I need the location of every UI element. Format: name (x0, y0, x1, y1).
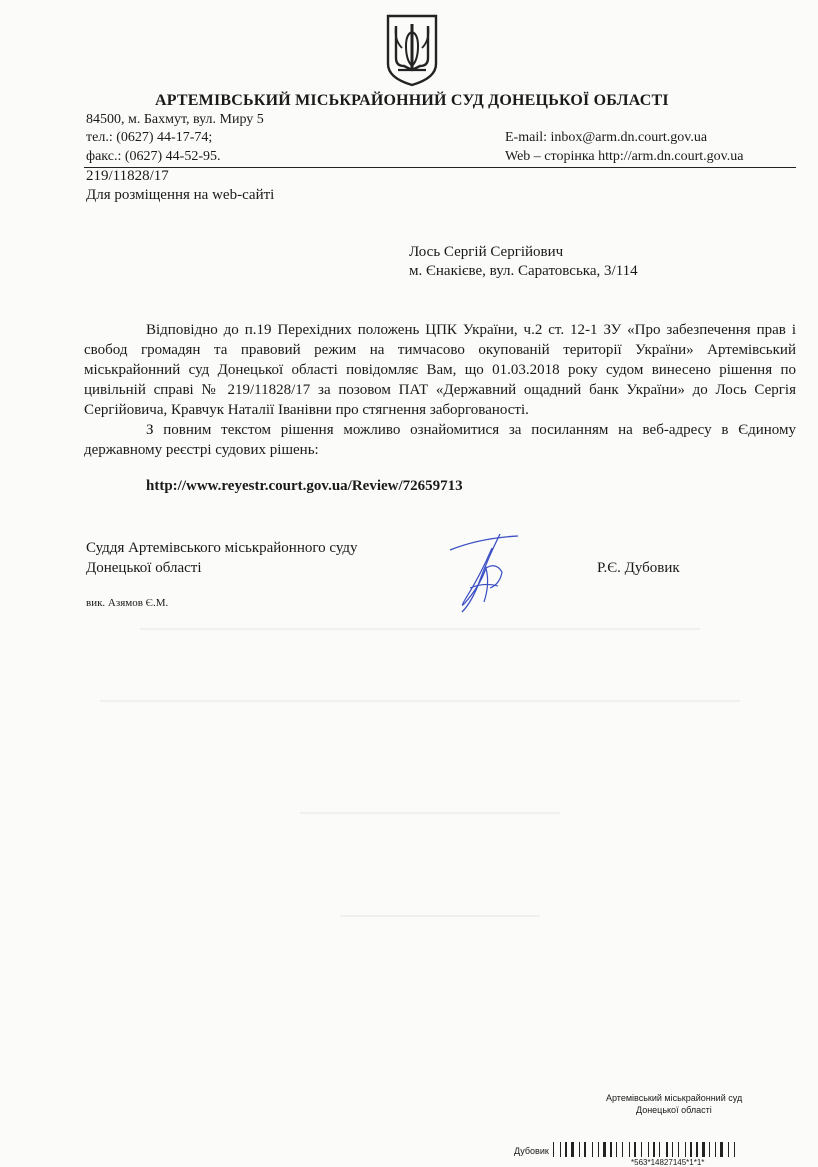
barcode-bar (571, 1142, 574, 1157)
barcode-bar (734, 1142, 735, 1157)
barcode-bar (629, 1142, 630, 1157)
purpose-note: Для розміщення на web-сайті (86, 187, 275, 203)
stamp-court-line1: Артемівський міськрайонний суд (606, 1093, 743, 1103)
judge-name: Р.Є. Дубовик (597, 560, 680, 576)
barcode-bar (584, 1142, 586, 1157)
barcode-bar (728, 1142, 729, 1157)
link-paragraph: З повним текстом рішення можливо ознайомитися за посиланням на веб-адресу в Єдиному державному реєстрі судових рішень: (84, 422, 796, 458)
court-fax: факс.: (0627) 44-52-95. (86, 149, 221, 164)
barcode-bar (622, 1142, 623, 1157)
judge-position-line1: Суддя Артемівського міськрайонного суду (86, 540, 358, 556)
barcode-bar (696, 1142, 698, 1157)
letter-body (84, 320, 796, 460)
addressee-name: Лось Сергій Сергійович (409, 244, 564, 260)
scan-artifact (340, 915, 540, 917)
barcode-bar (678, 1142, 679, 1157)
barcode-bar (648, 1142, 649, 1157)
court-name: АРТЕМІВСЬКИЙ МІСЬКРАЙОННИЙ СУД ДОНЕЦЬКОЇ ОБЛАСТІ (155, 92, 669, 109)
barcode-bar (553, 1142, 554, 1157)
barcode-bar (634, 1142, 636, 1157)
stamp-court-line2: Донецької області (636, 1105, 712, 1115)
addressee-address: м. Єнакієве, вул. Саратовська, 3/114 (409, 263, 638, 279)
barcode-bar (709, 1142, 710, 1157)
scan-artifact (140, 628, 700, 630)
barcode-bar (685, 1142, 686, 1157)
barcode-bar (565, 1142, 567, 1157)
barcode-bar (666, 1142, 668, 1157)
barcode-bar (653, 1142, 655, 1157)
barcode-text: *563*14827145*1*1* (631, 1158, 705, 1167)
notice-paragraph: Відповідно до п.19 Перехідних положень ЦПК України, ч.2 ст. 12-1 ЗУ «Про забезпечення прав і свобод громадян та правовий режим на тимчасово окупованій території України» Артемівський міськрайонний суд Донецької області повідомляє Вам, що 01.03.2018 року судом винесено рішення по цивільній справі № 219/11828/17 за позовом ПАТ «Державний ощадний банк України» до Лось Сергія Сергійовича, Кравчук Наталії Іванівни про стягнення заборгованості. (84, 322, 796, 418)
stamp-label: Дубовик (514, 1146, 549, 1156)
barcode-bar (598, 1142, 599, 1157)
coat-of-arms-icon (384, 12, 440, 88)
barcode-bar (672, 1142, 673, 1157)
judge-position-line2: Донецької області (86, 560, 202, 576)
scan-artifact (300, 812, 560, 814)
barcode-bar (690, 1142, 692, 1157)
barcode-bar (610, 1142, 612, 1157)
barcode-bar (720, 1142, 723, 1157)
court-address: 84500, м. Бахмут, вул. Миру 5 (86, 112, 264, 127)
barcode-bar (579, 1142, 580, 1157)
barcode-bar (560, 1142, 561, 1157)
barcode-bar (641, 1142, 642, 1157)
barcode-bar (616, 1142, 617, 1157)
barcode-bar (715, 1142, 716, 1157)
court-web: Web – сторінка http://arm.dn.court.gov.ua (505, 149, 744, 164)
court-phone: тел.: (0627) 44-17-74; (86, 130, 213, 145)
header-divider (84, 167, 796, 168)
executor-note: вик. Азямов Є.М. (86, 597, 169, 609)
court-email: E-mail: inbox@arm.dn.court.gov.ua (505, 130, 708, 145)
handwritten-signature (440, 528, 530, 618)
barcode-bar (702, 1142, 705, 1157)
case-number: 219/11828/17 (86, 168, 169, 184)
barcode-bar (659, 1142, 660, 1157)
barcode-bar (592, 1142, 593, 1157)
barcode-bar (603, 1142, 606, 1157)
scan-artifact (100, 700, 740, 702)
registry-url: http://www.reyestr.court.gov.ua/Review/72659713 (146, 478, 463, 494)
